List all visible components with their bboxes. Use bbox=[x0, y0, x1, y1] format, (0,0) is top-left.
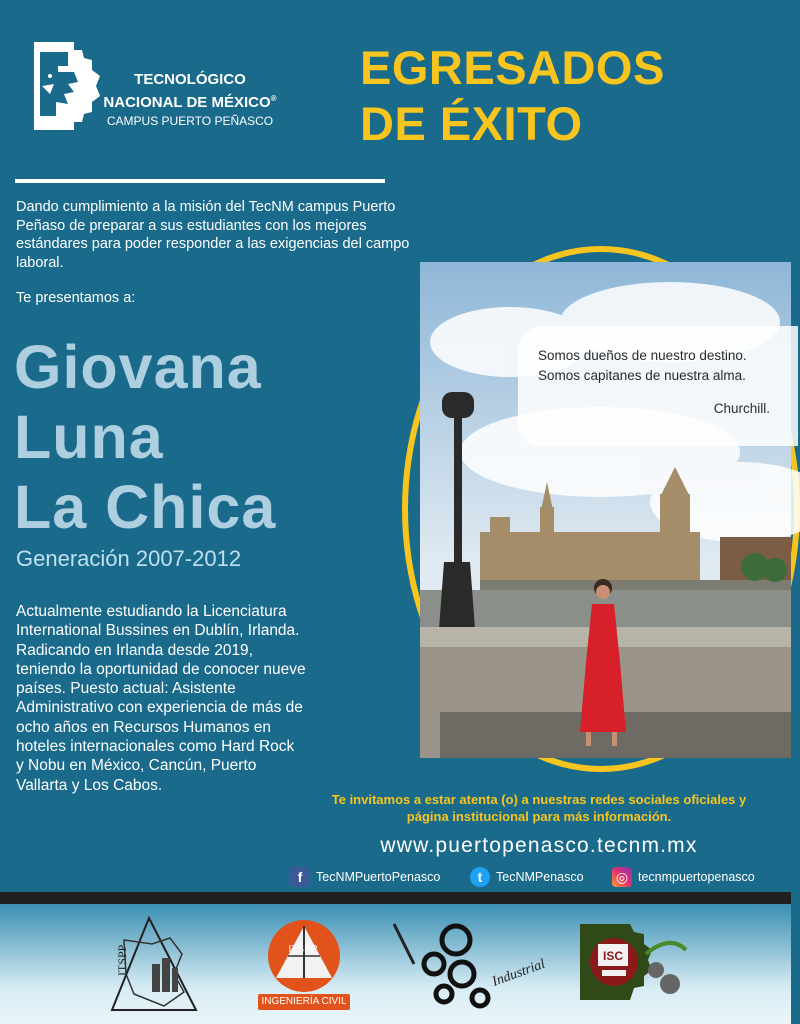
registered-mark: ® bbox=[270, 94, 277, 103]
civil-itspp-text: ITSPP bbox=[288, 944, 318, 955]
quote-line-2: Somos capitanes de nuestra alma. bbox=[538, 368, 746, 383]
isc-text: ISC bbox=[602, 949, 624, 963]
itspp-architecture-logo bbox=[104, 914, 204, 1014]
name-line-2: Luna bbox=[14, 403, 164, 471]
present-text: Te presentamos a: bbox=[16, 290, 136, 306]
twitter-icon: t bbox=[470, 867, 490, 887]
instagram-handle: tecnmpuertopenasco bbox=[638, 870, 755, 884]
quote-author: Churchill. bbox=[713, 401, 770, 416]
quote-box bbox=[518, 326, 798, 446]
name-line-1: Giovana bbox=[14, 333, 262, 401]
industrial-gears-logo bbox=[384, 914, 548, 1014]
facebook-link[interactable] bbox=[290, 866, 440, 888]
institution-name bbox=[100, 70, 280, 112]
quote-line-1: Somos dueños de nuestro destino. bbox=[538, 348, 747, 363]
graduate-name bbox=[14, 332, 276, 542]
civil-engineering-logo bbox=[258, 916, 350, 994]
industrial-text: Industrial bbox=[490, 956, 548, 990]
civil-engineering-label: INGENIERÍA CIVIL bbox=[258, 994, 350, 1010]
social-invite: Te invitamos a estar atenta (o) a nuestras redes sociales oficiales y página institucional para más información. bbox=[331, 792, 747, 824]
twitter-handle: TecNMPenasco bbox=[496, 870, 584, 884]
institution-line-1: TECNOLÓGICO bbox=[134, 71, 246, 88]
campus-name: CAMPUS PUERTO PEÑASCO bbox=[106, 114, 274, 128]
headline bbox=[360, 40, 665, 152]
instagram-link[interactable] bbox=[612, 866, 755, 888]
intro-text: Dando cumplimiento a la misión del TecNM campus Puerto Peñaso de preparar a sus estudiantes con los mejores estándares para poder responder a las exigencias del campo laboral. bbox=[16, 199, 410, 271]
biography: Actualmente estudiando la Licenciatura International Bussines en Dublín, Irlanda. Radicando en Irlanda desde 2019, teniendo la oportunidad de conocer nueve países. Puesto actual: Asistente Administrativo con experiencia de más de ocho años en Recursos Humanos en hoteles internacionales como Hard Rock y Nobu en México, Cancún, Puerto Vallarta y Los Cabos. bbox=[16, 603, 306, 794]
generation: Generación 2007-2012 bbox=[16, 546, 242, 571]
tecnm-gear-logo bbox=[28, 36, 104, 136]
twitter-link[interactable] bbox=[470, 866, 584, 888]
divider bbox=[15, 179, 385, 183]
isc-logo bbox=[560, 914, 690, 1014]
institution-line-2: NACIONAL DE MÉXICO bbox=[103, 94, 271, 111]
website-link[interactable]: www.puertopenasco.tecnm.mx bbox=[380, 834, 698, 857]
facebook-handle: TecNMPuertoPenasco bbox=[316, 870, 441, 884]
itspp-text: ITSPP bbox=[115, 944, 129, 976]
name-line-3: La Chica bbox=[14, 473, 277, 541]
headline-line-1: EGRESADOS bbox=[360, 41, 665, 94]
headline-line-2: DE ÉXITO bbox=[360, 97, 583, 150]
facebook-icon: f bbox=[290, 867, 310, 887]
footer-divider bbox=[0, 892, 791, 904]
instagram-icon: ◎ bbox=[612, 867, 632, 887]
